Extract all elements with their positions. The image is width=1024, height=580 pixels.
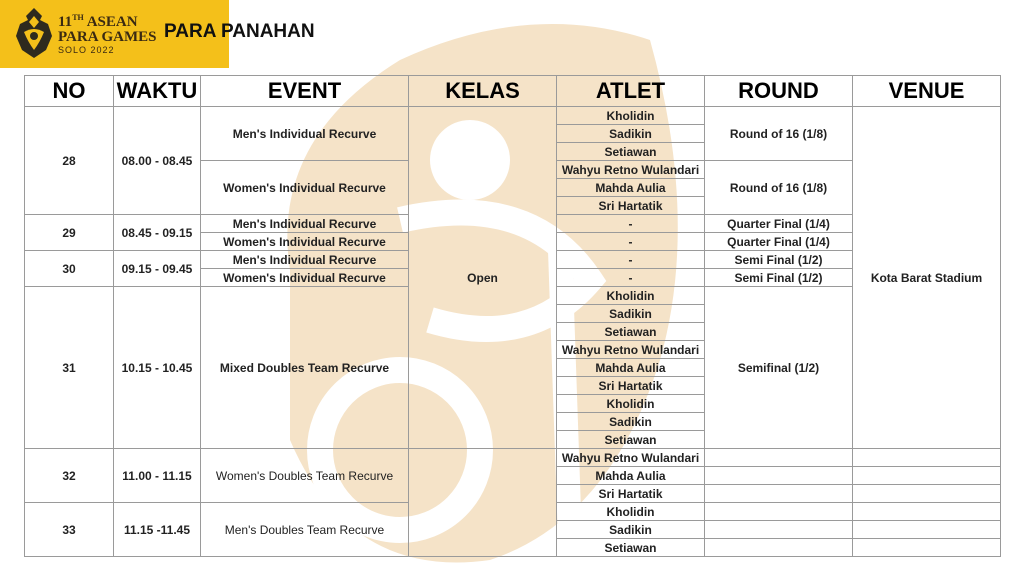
athlete-cell: - [557,215,705,233]
athlete-cell: Sri Hartatik [557,197,705,215]
round-cell-empty [705,485,853,503]
waktu-cell: 11.15 -11.45 [114,503,201,557]
event-cell: Women's Individual Recurve [201,161,409,215]
athlete-cell: - [557,251,705,269]
round-cell-empty [705,503,853,521]
athlete-cell: Sadikin [557,305,705,323]
column-header: NO [25,76,114,107]
round-cell-empty [705,467,853,485]
athlete-cell: Kholidin [557,287,705,305]
event-cell: Men's Individual Recurve [201,107,409,161]
table-row [25,107,1001,125]
event-cell: Women's Individual Recurve [201,233,409,251]
event-cell: Men's Individual Recurve [201,215,409,233]
venue-cell-empty [853,467,1001,485]
venue-cell-empty [853,539,1001,557]
column-header: KELAS [409,76,557,107]
athlete-cell: Wahyu Retno Wulandari [557,341,705,359]
round-cell-empty [705,449,853,467]
event-cell: Men's Individual Recurve [201,251,409,269]
athlete-cell: Setiawan [557,431,705,449]
event-cell: Women's Individual Recurve [201,269,409,287]
waktu-cell: 09.15 - 09.45 [114,251,201,287]
athlete-cell: Kholidin [557,107,705,125]
athlete-cell: - [557,269,705,287]
schedule-table [24,75,1001,557]
venue-cell-empty [853,503,1001,521]
no-cell: 30 [25,251,114,287]
no-cell: 29 [25,215,114,251]
athlete-cell: Mahda Aulia [557,467,705,485]
column-header: ROUND [705,76,853,107]
round-cell: Round of 16 (1/8) [705,107,853,161]
page-title: PARA PANAHAN [164,21,315,42]
round-cell: Semi Final (1/2) [705,251,853,269]
column-header: EVENT [201,76,409,107]
no-cell: 31 [25,287,114,449]
athlete-cell: Kholidin [557,503,705,521]
venue-cell-empty [853,449,1001,467]
venue-cell-empty [853,521,1001,539]
round-cell: Semi Final (1/2) [705,269,853,287]
column-header: WAKTU [114,76,201,107]
event-cell: Women's Doubles Team Recurve [201,449,409,503]
athlete-cell: Sri Hartatik [557,377,705,395]
round-cell: Quarter Final (1/4) [705,215,853,233]
athlete-cell: Sadikin [557,413,705,431]
athlete-cell: Sadikin [557,521,705,539]
athlete-cell: Kholidin [557,395,705,413]
round-cell: Round of 16 (1/8) [705,161,853,215]
athlete-cell: Sri Hartatik [557,485,705,503]
athlete-cell: Setiawan [557,323,705,341]
asean-para-games-logo-icon [12,6,56,60]
logo-wordmark: 11TH ASEAN PARA GAMES SOLO 2022 [58,13,157,55]
kelas-cell: Open [409,107,557,449]
athlete-cell: Setiawan [557,539,705,557]
venue-cell: Kota Barat Stadium [853,107,1001,449]
athlete-cell: Wahyu Retno Wulandari [557,449,705,467]
table-header-row [25,76,1001,107]
venue-cell-empty [853,485,1001,503]
table-row [25,449,1001,467]
no-cell: 28 [25,107,114,215]
round-cell-empty [705,521,853,539]
waktu-cell: 10.15 - 10.45 [114,287,201,449]
column-header: ATLET [557,76,705,107]
round-cell: Semifinal (1/2) [705,287,853,449]
athlete-cell: - [557,233,705,251]
round-cell: Quarter Final (1/4) [705,233,853,251]
event-cell: Mixed Doubles Team Recurve [201,287,409,449]
no-cell: 32 [25,449,114,503]
athlete-cell: Setiawan [557,143,705,161]
column-header: VENUE [853,76,1001,107]
athlete-cell: Wahyu Retno Wulandari [557,161,705,179]
waktu-cell: 11.00 - 11.15 [114,449,201,503]
no-cell: 33 [25,503,114,557]
athlete-cell: Mahda Aulia [557,179,705,197]
athlete-cell: Sadikin [557,125,705,143]
waktu-cell: 08.45 - 09.15 [114,215,201,251]
kelas-cell-empty [409,449,557,557]
athlete-cell: Mahda Aulia [557,359,705,377]
round-cell-empty [705,539,853,557]
event-cell: Men's Doubles Team Recurve [201,503,409,557]
waktu-cell: 08.00 - 08.45 [114,107,201,215]
